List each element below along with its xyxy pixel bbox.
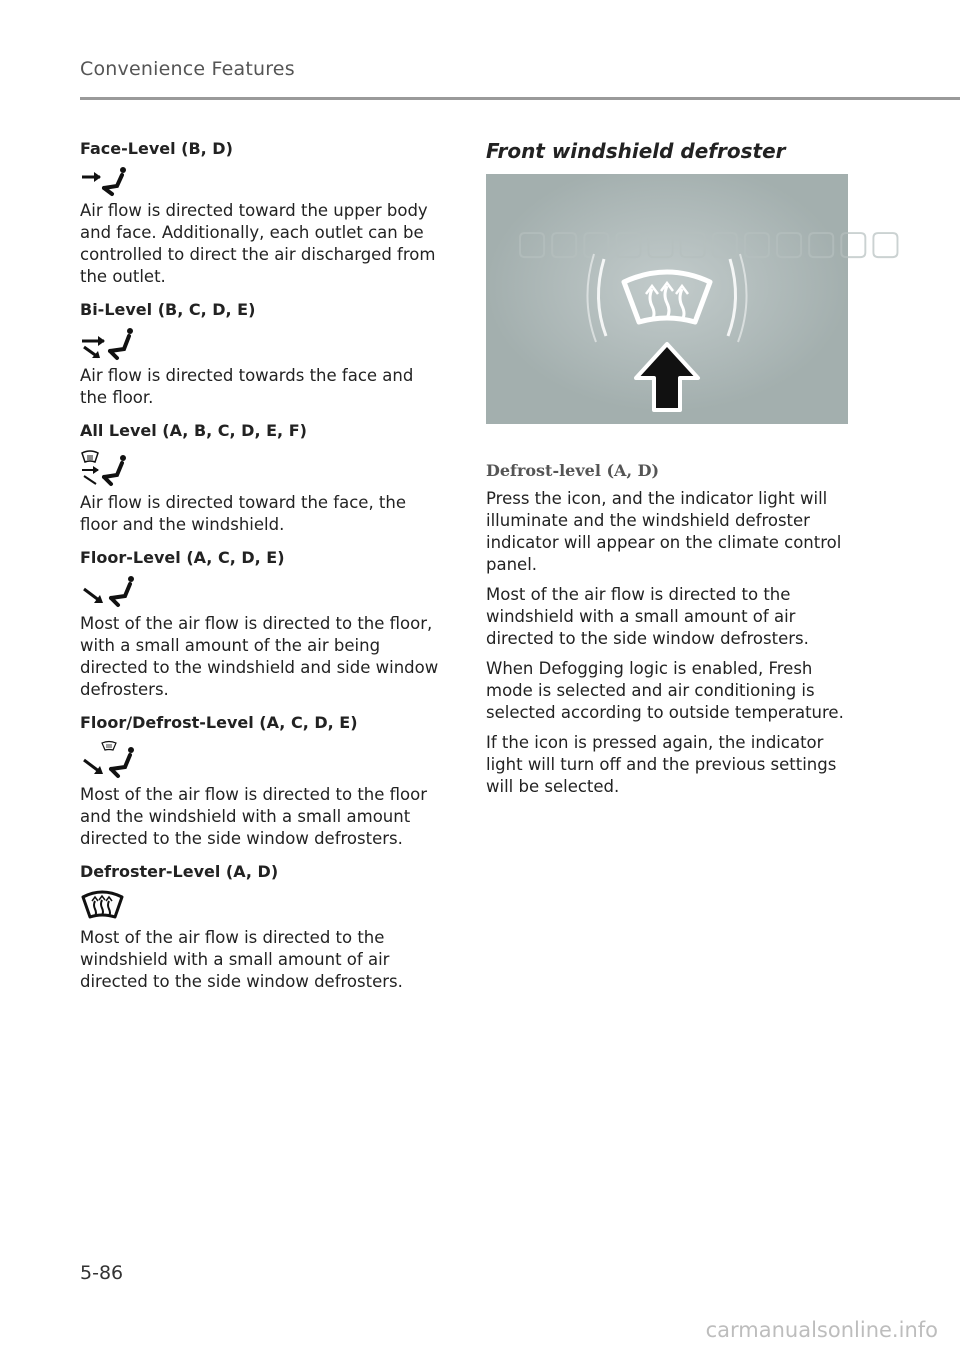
header-divider — [80, 97, 960, 100]
paragraph: Press the icon, and the indicator light will illuminate and the windshield defroster indicator will appear on the climate control panel. — [486, 489, 842, 574]
mode-heading: Bi-Level (B, C, D, E) — [80, 300, 256, 319]
all-level-icon — [80, 448, 130, 488]
page-number: 5-86 — [80, 1262, 124, 1284]
mode-floor-defrost-level — [80, 712, 442, 850]
mode-face-level — [80, 138, 442, 288]
mode-bi-level — [80, 299, 442, 409]
face-level-icon — [80, 166, 130, 196]
mode-description: Most of the air flow is directed to the windshield with a small amount of air directed to the side window defrosters. — [80, 928, 403, 991]
section-title: Front windshield defroster — [486, 139, 786, 163]
defroster-section — [486, 138, 902, 806]
mode-all-level — [80, 420, 442, 536]
mode-heading: Floor/Defrost-Level (A, C, D, E) — [80, 713, 358, 732]
paragraph: Most of the air flow is directed to the windshield with a small amount of air directed to the side window defrosters. — [486, 585, 809, 648]
mode-heading: Face-Level (B, D) — [80, 139, 233, 158]
watermark: carmanualsonline.info — [705, 1318, 938, 1342]
mode-heading: All Level (A, B, C, D, E, F) — [80, 421, 307, 440]
defroster-level-icon — [80, 889, 126, 923]
mode-description: Air flow is directed toward the upper body and face. Additionally, each outlet can be controlled to direct the air discharged from the outlet. — [80, 201, 436, 286]
front-defroster-button-icon — [486, 174, 902, 424]
paragraph: When Defogging logic is enabled, Fresh mode is selected and air conditioning is selected according to outside temperature. — [486, 659, 844, 722]
paragraph: If the icon is pressed again, the indicator light will turn off and the previous settings will be selected. — [486, 733, 837, 796]
svg-text:▢▢▢▢▢▢▢▢▢▢▢▢: ▢▢▢▢▢▢▢▢▢▢▢▢ — [516, 223, 902, 263]
mode-description: Air flow is directed towards the face and the floor. — [80, 366, 414, 407]
mode-heading: Floor-Level (A, C, D, E) — [80, 548, 285, 567]
subheading: Defrost-level (A, D) — [486, 461, 660, 480]
floor-level-icon — [80, 575, 138, 609]
bi-level-icon — [80, 327, 136, 361]
mode-heading: Defroster-Level (A, D) — [80, 862, 279, 881]
mode-description: Most of the air flow is directed to the floor, with a small amount of the air being directed to the windshield and side window defrosters. — [80, 614, 439, 699]
mode-description: Air flow is directed toward the face, the floor and the windshield. — [80, 493, 407, 534]
mode-defroster-level — [80, 861, 442, 993]
mode-list — [80, 138, 442, 1004]
running-header: Convenience Features — [80, 58, 295, 80]
floor-defrost-level-icon — [80, 740, 138, 780]
mode-floor-level — [80, 547, 442, 701]
mode-description: Most of the air flow is directed to the floor and the windshield with a small amount directed to the side window defrosters. — [80, 785, 428, 848]
